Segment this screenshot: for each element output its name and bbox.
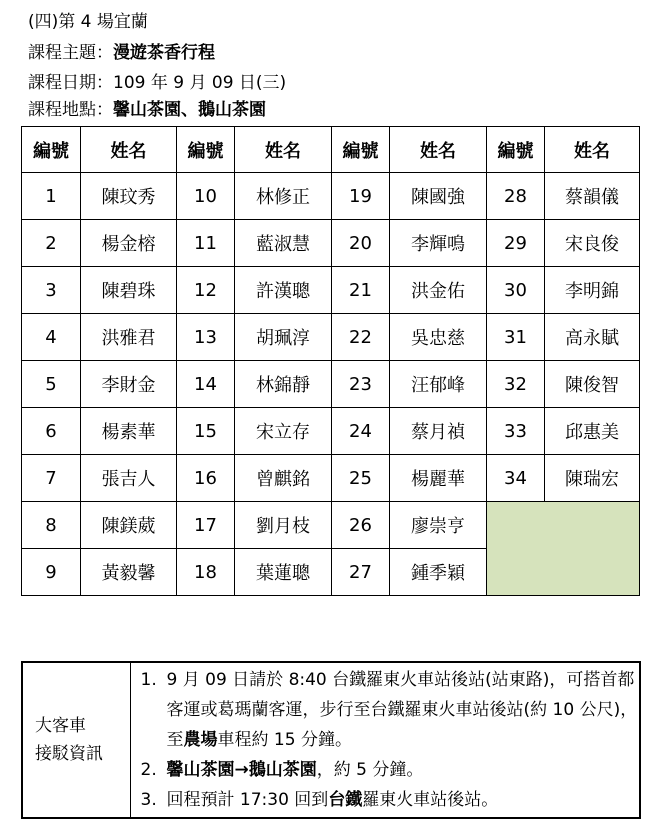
table-cell: 6 (22, 408, 81, 455)
column-header: 編號 (22, 127, 81, 173)
table-cell: 林錦靜 (235, 361, 332, 408)
table-row (22, 173, 640, 220)
table-cell: 33 (487, 408, 545, 455)
table-cell: 31 (487, 314, 545, 361)
table-cell: 12 (177, 267, 235, 314)
column-header: 姓名 (545, 127, 640, 173)
course-location (28, 99, 266, 121)
list-item-text (167, 665, 640, 755)
session-title-text: (四)第 4 場宜蘭 (28, 12, 148, 32)
table-cell: 蔡韻儀 (545, 173, 640, 220)
table-cell: 27 (332, 549, 390, 596)
table-cell: 22 (332, 314, 390, 361)
course-location-value: 馨山茶園、鵝山茶園 (113, 100, 266, 120)
table-cell: 李輝鳴 (390, 220, 487, 267)
table-cell: 28 (487, 173, 545, 220)
shuttle-label-line: 接駁資訊 (35, 744, 103, 764)
table-cell: 4 (22, 314, 81, 361)
table-row (22, 267, 640, 314)
table-cell: 吳忠慈 (390, 314, 487, 361)
column-header: 姓名 (235, 127, 332, 173)
text-run: ，約 5 分鐘。 (316, 760, 424, 780)
table-cell: 16 (177, 455, 235, 502)
list-item (141, 755, 640, 785)
table-cell: 7 (22, 455, 81, 502)
text-run: 回程預計 17:30 回到 (166, 790, 329, 810)
shuttle-label-line: 大客車 (35, 716, 86, 736)
table-cell: 21 (332, 267, 390, 314)
course-date (28, 72, 286, 94)
table-cell: 李財金 (81, 361, 177, 408)
list-item-text (167, 785, 640, 815)
table-row (22, 455, 640, 502)
table-row (22, 408, 640, 455)
table-cell: 邱惠美 (545, 408, 640, 455)
table-cell: 24 (332, 408, 390, 455)
table-cell: 30 (487, 267, 545, 314)
table-cell: 29 (487, 220, 545, 267)
table-cell: 藍淑慧 (235, 220, 332, 267)
text-run: 車程約 15 分鐘。 (217, 730, 352, 750)
table-cell: 汪郁峰 (390, 361, 487, 408)
table-cell: 陳國強 (390, 173, 487, 220)
table-cell: 14 (177, 361, 235, 408)
column-header: 編號 (177, 127, 235, 173)
column-header: 姓名 (81, 127, 177, 173)
table-cell: 10 (177, 173, 235, 220)
table-cell: 25 (332, 455, 390, 502)
table-cell: 楊麗華 (390, 455, 487, 502)
table-cell: 2 (22, 220, 81, 267)
table-cell: 8 (22, 502, 81, 549)
table-cell: 20 (332, 220, 390, 267)
list-item-number: 1. (140, 670, 157, 690)
table-cell: 葉蓮聰 (235, 549, 332, 596)
text-run-bold: 馨山茶園→鵝山茶園 (166, 760, 317, 780)
table-cell: 曾麒銘 (235, 455, 332, 502)
shuttle-info-list (130, 662, 640, 818)
table-cell: 陳玟秀 (81, 173, 177, 220)
list-item-text (167, 755, 640, 785)
table-cell: 26 (332, 502, 390, 549)
table-cell: 陳碧珠 (81, 267, 177, 314)
table-cell: 蔡月禎 (390, 408, 487, 455)
text-run-bold: 農場 (183, 730, 218, 750)
list-item-number: 3. (140, 790, 157, 810)
table-cell: 洪金佑 (390, 267, 487, 314)
list-item (141, 785, 640, 815)
table-cell: 楊素華 (81, 408, 177, 455)
table-row (22, 314, 640, 361)
participant-table (21, 126, 640, 596)
course-theme (28, 42, 215, 64)
table-cell: 胡珮淳 (235, 314, 332, 361)
list-item-number: 2. (140, 760, 157, 780)
course-theme-label: 課程主題： (28, 43, 113, 63)
table-cell: 張吉人 (81, 455, 177, 502)
shuttle-info-label (22, 662, 130, 818)
table-cell: 劉月枝 (235, 502, 332, 549)
table-cell: 廖崇亨 (390, 502, 487, 549)
table-cell: 李明錦 (545, 267, 640, 314)
table-cell: 18 (177, 549, 235, 596)
table-cell: 19 (332, 173, 390, 220)
list-item (141, 665, 640, 755)
table-cell: 13 (177, 314, 235, 361)
table-cell: 34 (487, 455, 545, 502)
table-cell: 陳瑞宏 (545, 455, 640, 502)
course-date-label: 課程日期： (28, 73, 113, 93)
table-row (22, 361, 640, 408)
table-header-row (22, 127, 640, 173)
course-location-label: 課程地點： (28, 100, 113, 120)
table-cell: 宋立存 (235, 408, 332, 455)
table-row (22, 220, 640, 267)
text-run: 羅東火車站後站。 (362, 790, 499, 810)
table-cell: 許漢聰 (235, 267, 332, 314)
table-cell: 1 (22, 173, 81, 220)
table-cell: 23 (332, 361, 390, 408)
table-cell: 黃毅馨 (81, 549, 177, 596)
table-cell: 32 (487, 361, 545, 408)
empty-shaded-cell (487, 502, 640, 596)
session-title (28, 11, 148, 33)
table-cell: 鍾季穎 (390, 549, 487, 596)
table-cell: 17 (177, 502, 235, 549)
table-cell: 陳俊智 (545, 361, 640, 408)
course-date-value: 109 年 9 月 09 日(三) (113, 73, 287, 93)
column-header: 姓名 (390, 127, 487, 173)
table-cell: 楊金榕 (81, 220, 177, 267)
text-run: 9 月 09 日請於 8:40 台鐵羅東火車站後站(站東路)，可搭首都客運或葛瑪蘭客運，步行至台鐵羅東火車站後站(約 10 公尺)，至 (166, 670, 638, 750)
text-run-bold: 台鐵 (328, 790, 363, 810)
table-cell: 宋良俊 (545, 220, 640, 267)
shuttle-info-row (22, 662, 640, 818)
course-theme-value: 漫遊茶香行程 (113, 43, 215, 63)
table-cell: 3 (22, 267, 81, 314)
table-cell: 15 (177, 408, 235, 455)
table-cell: 陳鎂葳 (81, 502, 177, 549)
table-row (22, 502, 640, 549)
table-cell: 洪雅君 (81, 314, 177, 361)
table-cell: 高永賦 (545, 314, 640, 361)
table-cell: 林修正 (235, 173, 332, 220)
table-cell: 5 (22, 361, 81, 408)
table-cell: 9 (22, 549, 81, 596)
column-header: 編號 (332, 127, 390, 173)
column-header: 編號 (487, 127, 545, 173)
table-cell: 11 (177, 220, 235, 267)
shuttle-info-table (21, 661, 641, 819)
